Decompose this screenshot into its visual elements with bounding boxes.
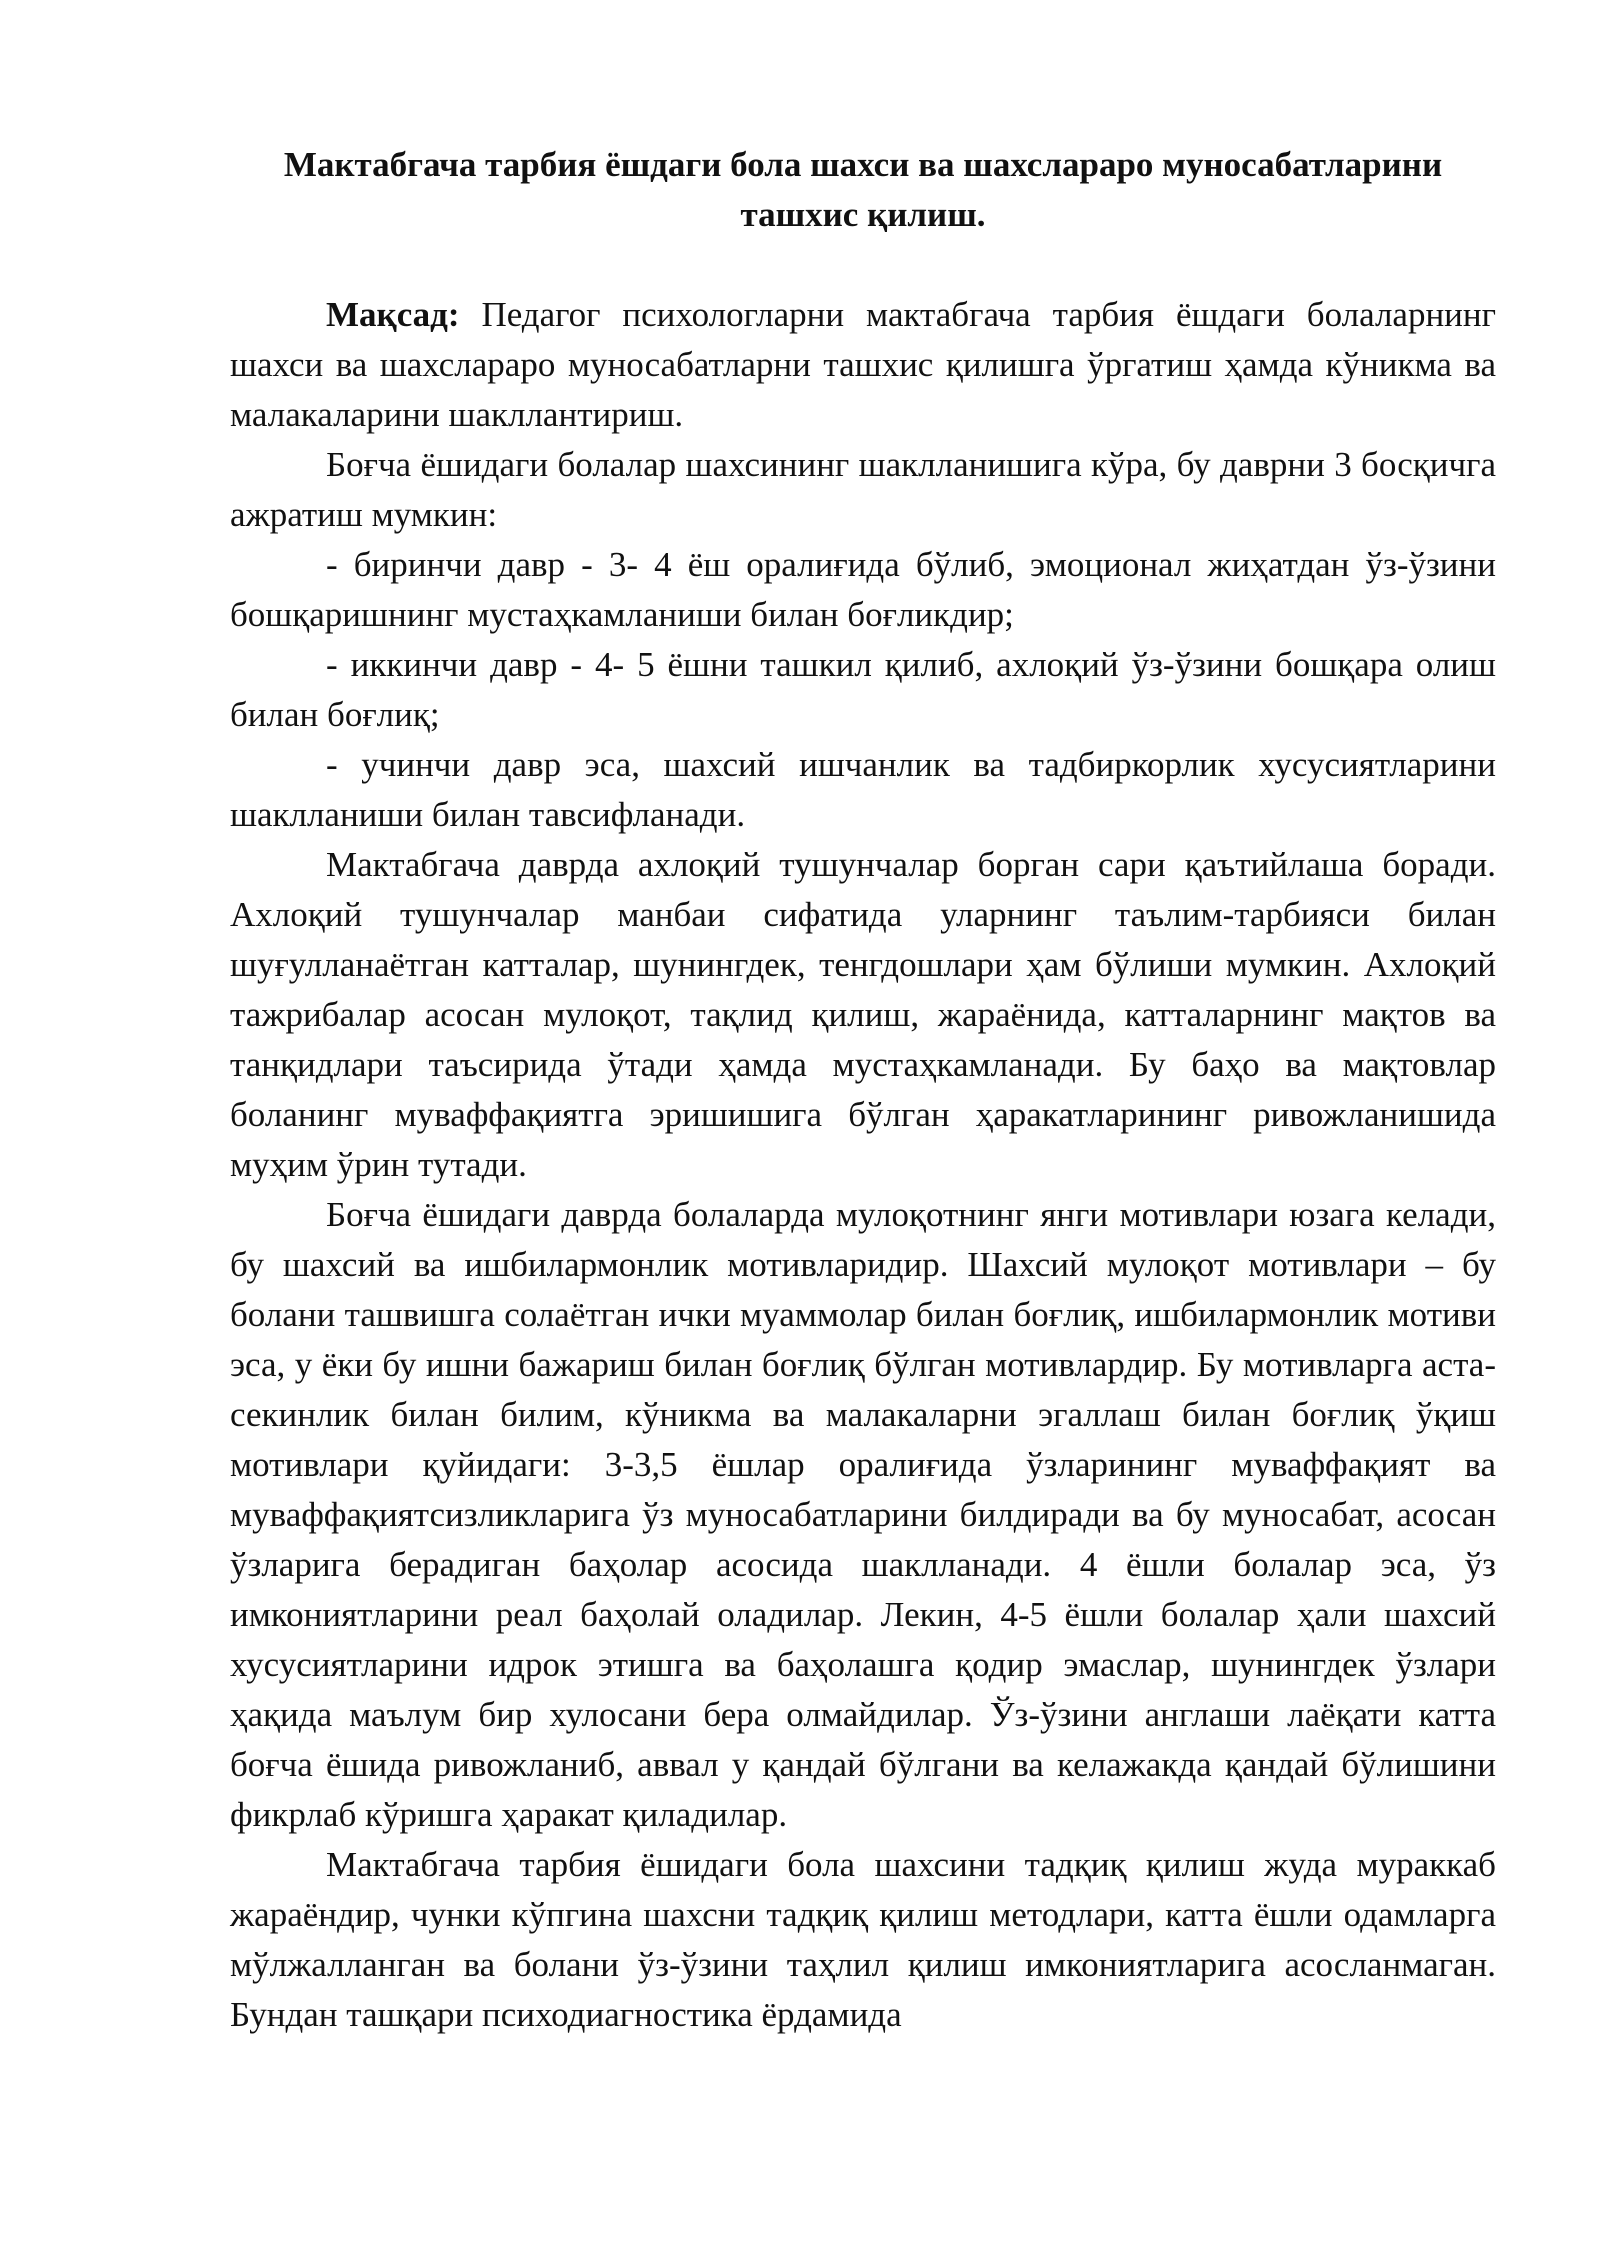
paragraph-moral-concepts: Мактабгача даврда ахлоқий тушунчалар борган сари қаътийлаша боради. Ахлоқий тушунчалар манбаи сифатида уларнинг таълим-тарбияси билан шуғулланаётган катталар, шунингдек, тенгдошлари ҳам бўлиши мумкин. Ахлоқий тажрибалар асосан мулоқот, тақлид қилиш, жараёнида, катталарнинг мақтов ва танқидлари таъсирида ўтади ҳамда мустаҳкамланади. Бу баҳо ва мақтовлар боланинг муваффақиятга эришишига бўлган ҳаракатларининг ривожланишида муҳим ўрин тутади. xyxy=(230,845,1496,1184)
paragraph-stages-intro: Боғча ёшидаги болалар шахсининг шаклланишига кўра, бу даврни 3 босқичга ажратиш мумкин: xyxy=(230,445,1496,534)
goal-paragraph xyxy=(230,290,1496,440)
paragraph-stage-3: - учинчи давр эса, шахсий ишчанлик ва тадбиркорлик хусусиятларини шаклланиши билан тавсифланади. xyxy=(230,745,1496,834)
paragraph-research-complexity: Мактабгача тарбия ёшидаги бола шахсини тадқиқ қилиш жуда мураккаб жараёндир, чунки кўпгина шахсни тадқиқ қилиш методлари, катта ёшли одамларга мўлжалланган ва болани ўз-ўзини таҳлил қилиш имкониятларига асосланмаган. Бундан ташқари психодиагностика ёрдамида xyxy=(230,1845,1496,2034)
goal-text: Педагог психологларни мактабгача тарбия ёшдаги болаларнинг шахси ва шахслараро муносабатларни ташхис қилишга ўргатиш ҳамда кўникма ва малакаларини шакллантириш. xyxy=(230,295,1496,434)
page-title: Мактабгача тарбия ёшдаги бола шахси ва шахслараро муносабатларини ташхис қилиш. xyxy=(283,145,1443,234)
document-body xyxy=(230,140,1496,2040)
paragraph-stage-2: - иккинчи давр - 4- 5 ёшни ташкил қилиб, ахлоқий ўз-ўзини бошқара олиш билан боғлиқ; xyxy=(230,645,1496,734)
paragraph-stage-1: - биринчи давр - 3- 4 ёш оралиғида бўлиб, эмоционал жиҳатдан ўз-ўзини бошқаришнинг мустаҳкамланиши билан боғликдир; xyxy=(230,545,1496,634)
goal-label: Мақсад: xyxy=(326,295,460,334)
paragraph-communication-motives: Боғча ёшидаги даврда болаларда мулоқотнинг янги мотивлари юзага келади, бу шахсий ва ишбилармонлик мотивларидир. Шахсий мулоқот мотивлари – бу болани ташвишга солаётган ички муаммолар билан боғлиқ, ишбилармонлик мотиви эса, у ёки бу ишни бажариш билан боғлиқ бўлган мотивлардир. Бу мотивларга аста-секинлик билан билим, кўникма ва малакаларни эгаллаш билан боғлиқ ўқиш мотивлари қуйидаги: 3-3,5 ёшлар оралиғида ўзларининг муваффақият ва муваффақиятсизликларига ўз муносабатларини билдиради ва бу муносабат, асосан ўзларига берадиган баҳолар асосида шаклланади. 4 ёшли болалар эса, ўз имкониятларини реал баҳолай оладилар. Лекин, 4-5 ёшли болалар ҳали шахсий хусусиятларини идрок этишга ва баҳолашга қодир эмаслар, шунингдек ўзлари ҳақида маълум бир хулосани бера олмайдилар. Ўз-ўзини англаши лаёқати катта боғча ёшида ривожланиб, аввал у қандай бўлгани ва келажакда қандай бўлишини фикрлаб кўришга ҳаракат қиладилар. xyxy=(230,1195,1496,1834)
